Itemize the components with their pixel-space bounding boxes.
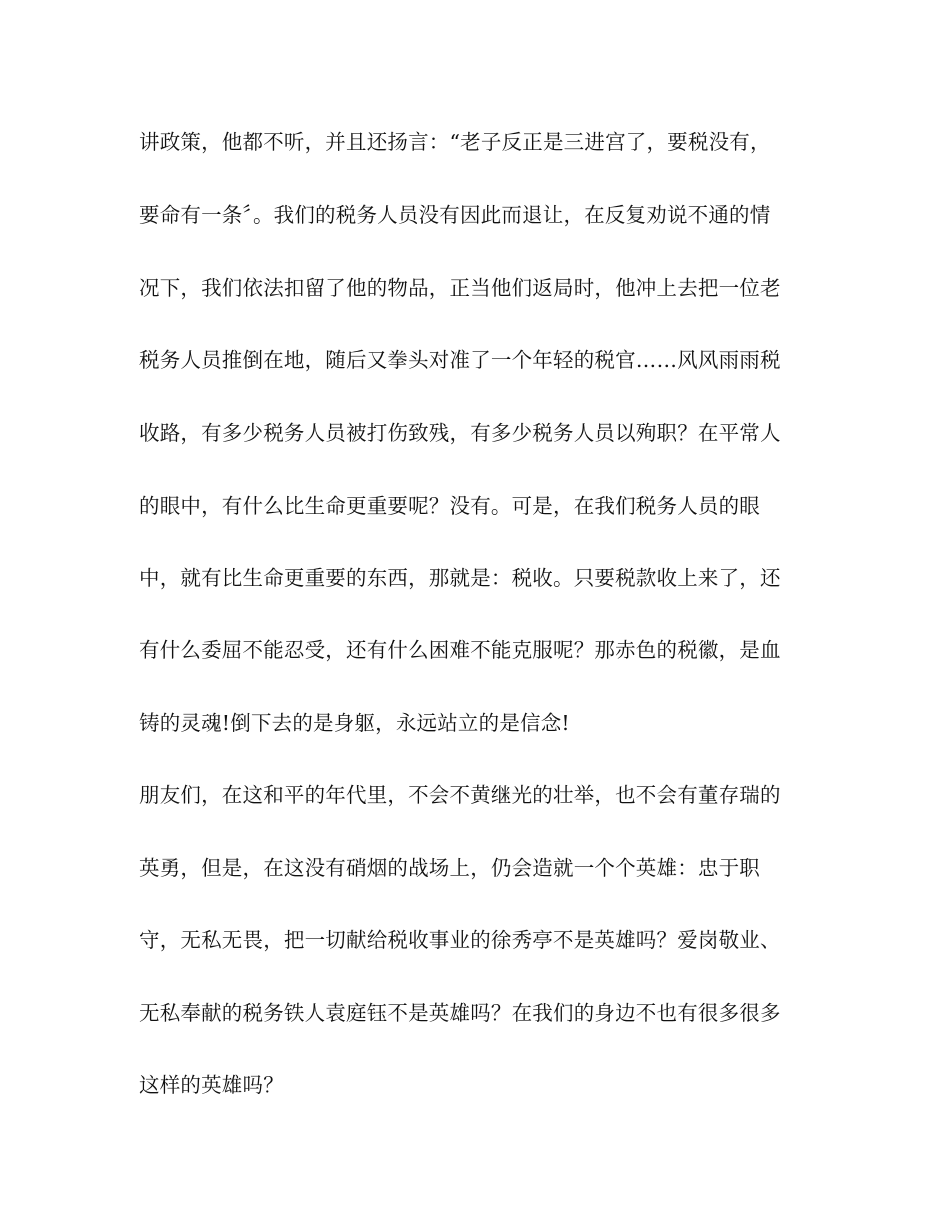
text-line: 税务人员推倒在地，随后又拳头对准了一个年轻的税官……风风雨雨税: [139, 348, 781, 372]
text-line: 中，就有比生命更重要的东西，那就是：税收。只要税款收上来了，还: [139, 566, 781, 590]
text-line: 要命有一条〞。我们的税务人员没有因此而退让，在反复劝说不通的情: [139, 203, 771, 227]
text-line: 铸的灵魂!倒下去的是身躯，永远站立的是信念!: [139, 711, 570, 735]
text-line: 的眼中，有什么比生命更重要呢？没有。可是，在我们税务人员的眼: [139, 494, 760, 518]
text-line: 朋友们，在这和平的年代里，不会不黄继光的壮举，也不会有董存瑞的: [139, 783, 781, 807]
text-line: 无私奉献的税务铁人袁庭钰不是英雄吗？在我们的身边不也有很多很多: [139, 1001, 781, 1025]
text-line: 有什么委屈不能忍受，还有什么困难不能克服呢？那赤色的税徽，是血: [139, 638, 781, 662]
text-line: 况下，我们依法扣留了他的物品，正当他们返局时，他冲上去把一位老: [139, 276, 781, 300]
text-line: 守，无私无畏，把一切献给税收事业的徐秀亭不是英雄吗？爱岗敬业、: [139, 928, 781, 952]
text-line: 这样的英雄吗？: [139, 1073, 284, 1097]
text-line: 收路，有多少税务人员被打伤致残，有多少税务人员以殉职？在平常人: [139, 421, 781, 445]
text-line: 讲政策，他都不听，并且还扬言：“老子反正是三进宫了，要税没有，: [139, 130, 771, 154]
text-line: 英勇，但是，在这没有硝烟的战场上，仍会造就一个个英雄：忠于职: [139, 856, 760, 880]
